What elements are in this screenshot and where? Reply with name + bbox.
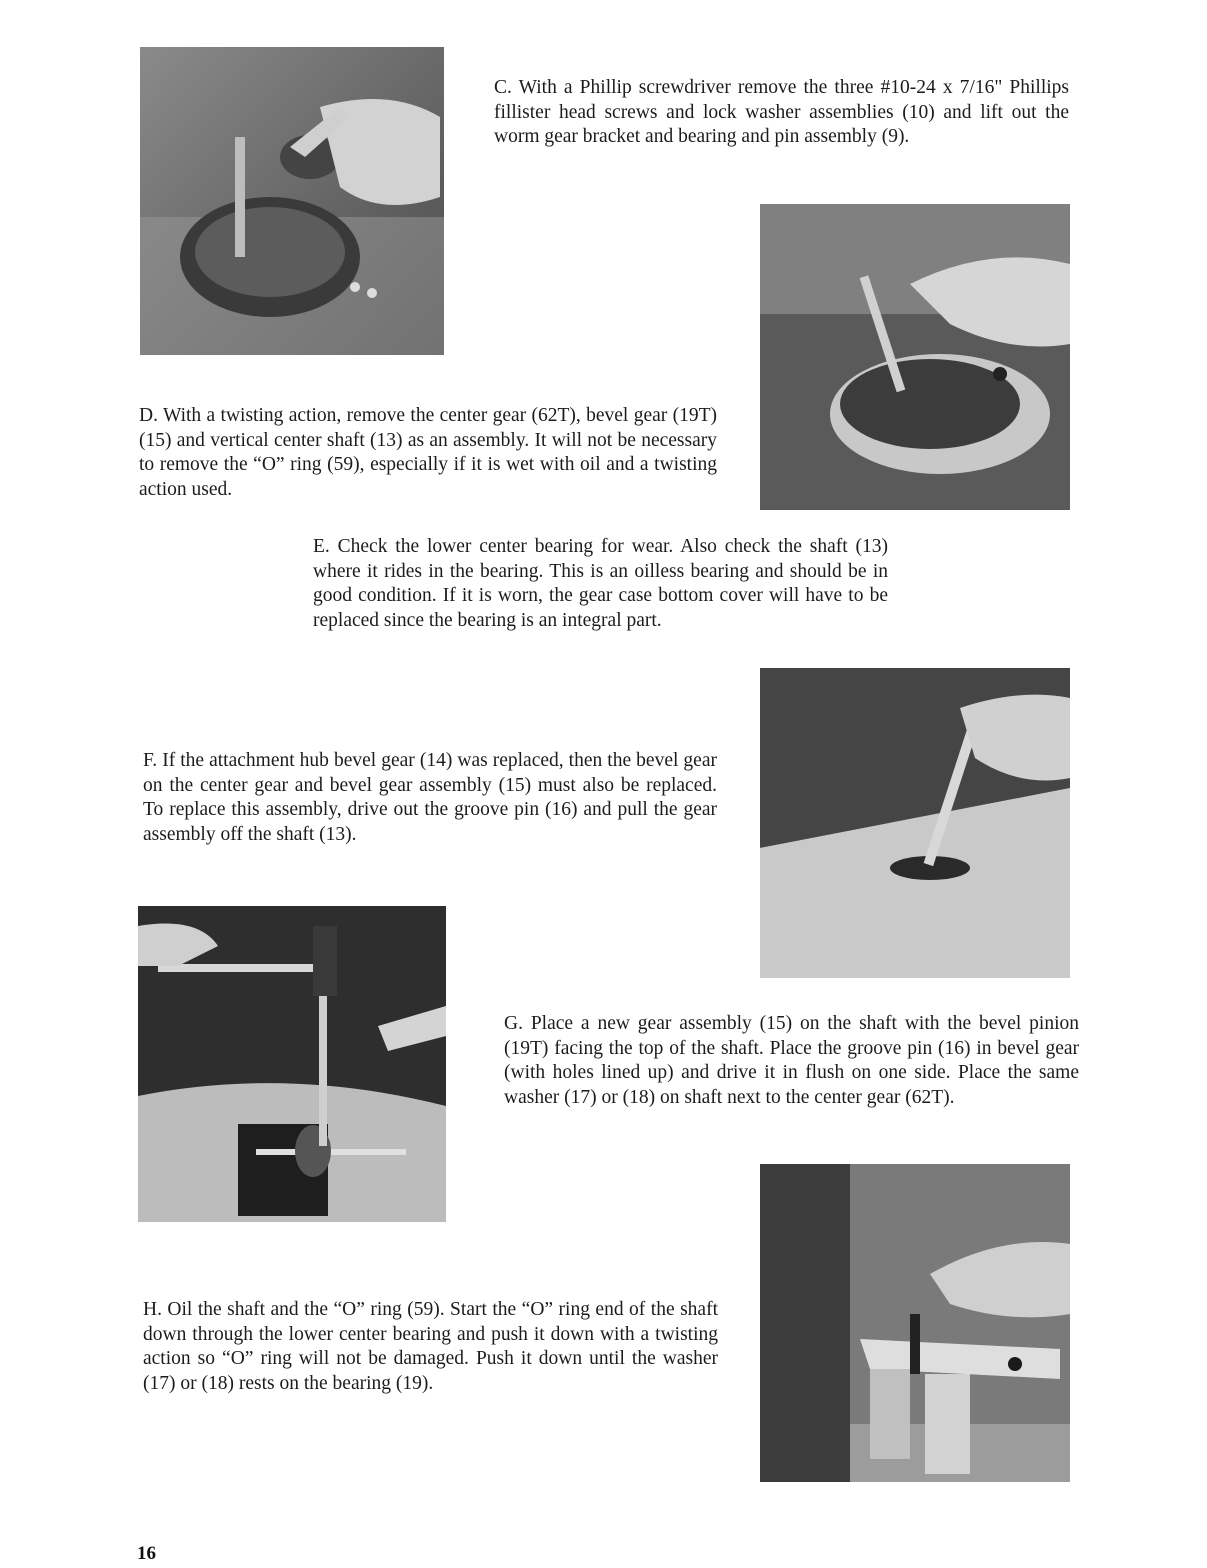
photo-worm-gear-bracket: [140, 47, 444, 355]
step-h-text: H. Oil the shaft and the “O” ring (59). Start the “O” ring end of the shaft down through the lower center bearing and push it down with a twisting action so “O” ring will not be damaged. Push it down until the washer (17) or (18) rests on the bearing (19).: [143, 1299, 718, 1394]
photo-shaft-and-gear: [760, 668, 1070, 978]
photo-drive-groove-pin: [138, 906, 446, 1222]
step-c-text: C. With a Phillip screwdriver remove the three #10-24 x 7/16" Phillips fillister head screws and lock washer assemblies (10) and lift out the worm gear bracket and bearing and pin assembly (9).: [494, 77, 1069, 147]
step-e-text: E. Check the lower center bearing for wear. Also check the shaft (13) where it rides in the bearing. This is an oilless bearing and should be in good condition. If it is worn, the gear case bottom cover will have to be replaced since the bearing is an integral part.: [313, 536, 888, 631]
photo-install-shaft: [760, 1164, 1070, 1482]
photo-center-gear-removal: [760, 204, 1070, 510]
step-g-text: G. Place a new gear assembly (15) on the shaft with the bevel pinion (19T) facing the top of the shaft. Place the groove pin (16) in bevel gear (with holes lined up) and drive it in flush on one side. Place the same washer (17) or (18) on shaft next to the center gear (62T).: [504, 1013, 1079, 1108]
step-f-text: F. If the attachment hub bevel gear (14) was replaced, then the bevel gear on the center gear and bevel gear assembly (15) must also be replaced. To replace this assembly, drive out the groove pin (16) and pull the gear assembly off the shaft (13).: [143, 750, 717, 845]
step-d-text: D. With a twisting action, remove the center gear (62T), bevel gear (19T) (15) and vertical center shaft (13) as an assembly. It will not be necessary to remove the “O” ring (59), especially if it is wet with oil and a twisting action used.: [139, 405, 717, 500]
page-number: 16: [137, 1543, 156, 1564]
